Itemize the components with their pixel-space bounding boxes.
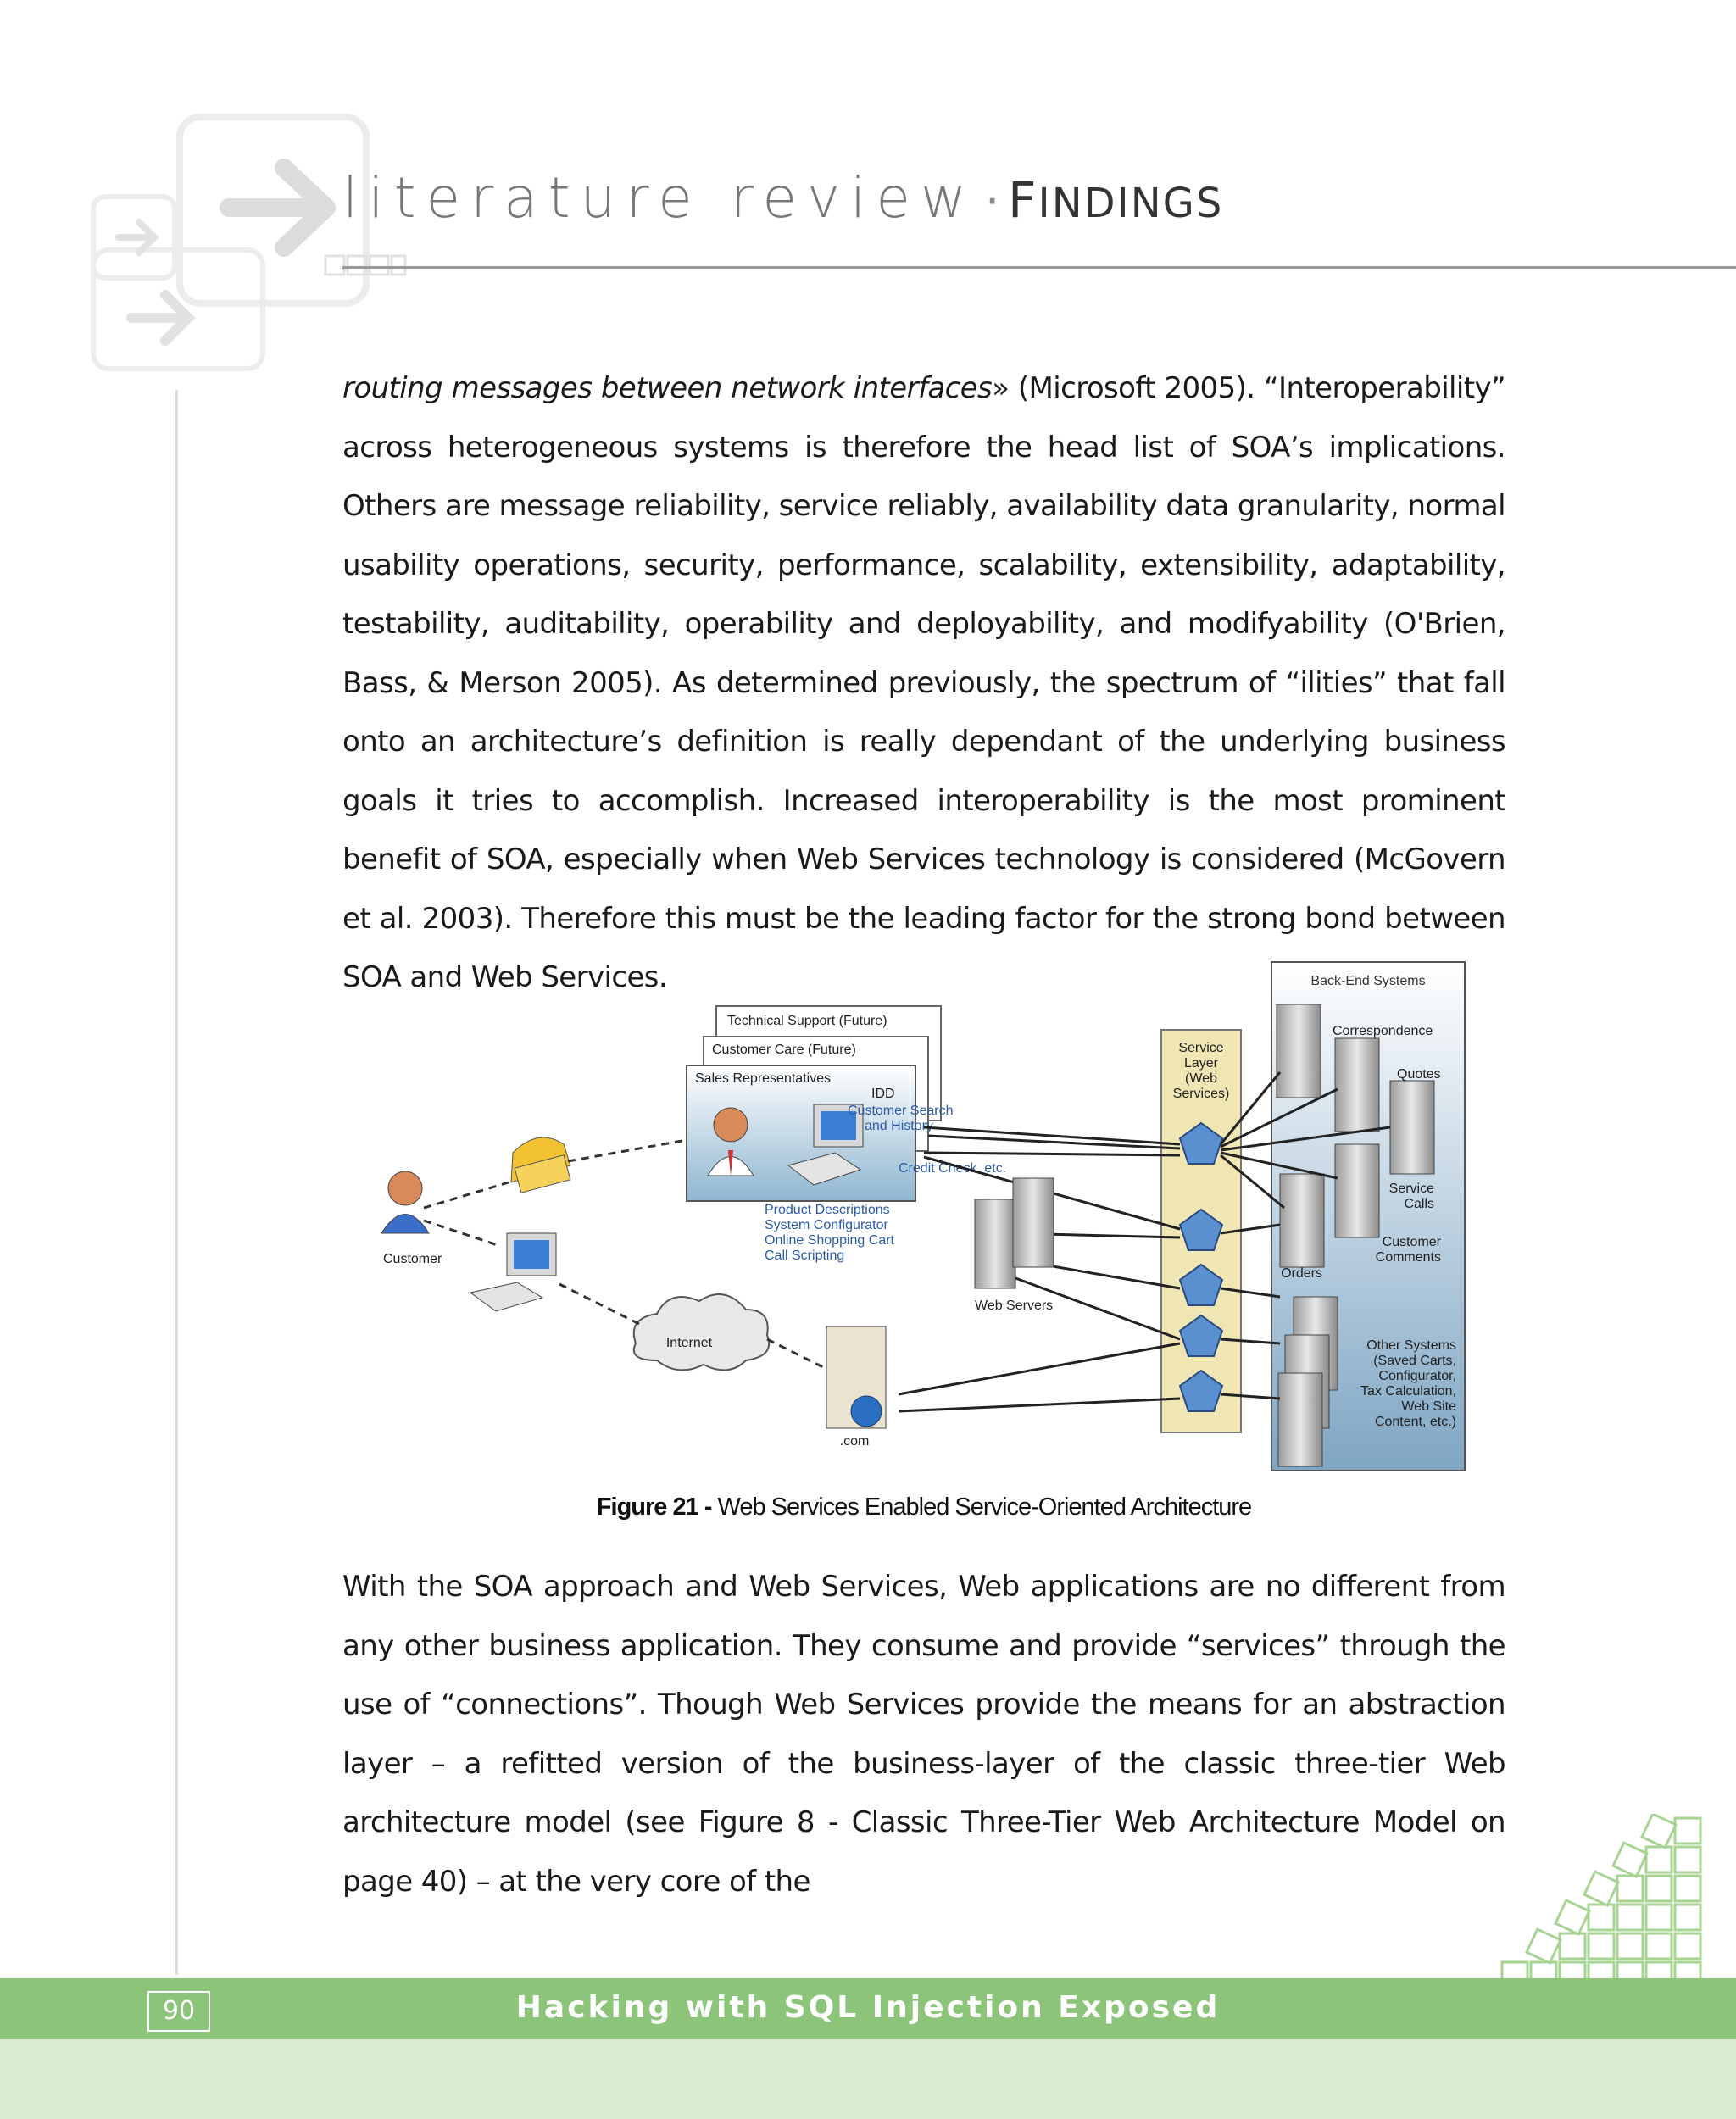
page-number: 90 — [147, 1991, 210, 2032]
soa-diagram — [364, 954, 1466, 1479]
header-rule — [342, 266, 1736, 269]
deco-square — [1613, 1843, 1647, 1877]
web-servers-label: Web Servers — [975, 1299, 1054, 1313]
other-systems-label-6: Content, etc.) — [1374, 1415, 1456, 1429]
footer-title: Hacking with SQL Injection Exposed — [515, 1990, 1221, 2025]
sales-label: Sales Representatives — [695, 1071, 832, 1086]
other-systems-label-2: (Saved Carts, — [1373, 1354, 1456, 1368]
caption-text: Web Services Enabled Service-Oriented Architecture — [711, 1493, 1252, 1521]
deco-square — [1675, 1847, 1700, 1872]
credit-check-label: Credit Check, etc. — [899, 1161, 1007, 1176]
section-title: literature review — [342, 165, 976, 231]
footer-lower-band — [0, 2039, 1736, 2119]
back-end-label: Back-End Systems — [1310, 974, 1426, 988]
internet-cloud-icon — [634, 1294, 769, 1370]
deco-square — [1589, 1933, 1614, 1959]
figure-caption — [342, 1493, 1505, 1521]
product-label-1: Product Descriptions — [765, 1203, 890, 1217]
dotcom-label: .com — [839, 1434, 870, 1449]
paragraph-text: » (Microsoft 2005). “Interoperability” across heterogeneous systems is therefore the head list of SOA’s implications. Others are message reliability, service reliably, availability data granularity, normal usability operations, security, performance, scalability, extensibility, adaptability, testability, auditability, operability and deployability, and modifyability (O'Brien, Bass, & Merson 2005). As determined previously, the spectrum of “ilities” that fall onto an architecture’s definition is really dependant of the underlying business goals it tries to accomplish. Increased interoperability is the most prominent benefit of SOA, especially when Web Services technology is considered (McGovern et al. 2003). Therefore this must be the leading factor for the strong bond between SOA and Web Services. — [342, 371, 1505, 994]
deco-square — [1675, 1905, 1700, 1930]
deco-square — [1589, 1905, 1614, 1930]
orders-label: Orders — [1281, 1266, 1322, 1281]
customer-care-label: Customer Care (Future) — [712, 1043, 856, 1057]
product-label-4: Call Scripting — [765, 1249, 845, 1263]
service-layer-label-2: Layer — [1183, 1056, 1219, 1071]
service-calls-label-1: Service — [1388, 1182, 1434, 1196]
customer-person-icon — [388, 1171, 422, 1205]
customer-label: Customer — [383, 1252, 442, 1266]
web-server-icon-2 — [1013, 1178, 1054, 1267]
idd-label: IDD — [871, 1087, 895, 1101]
quotes-label: Quotes — [1397, 1067, 1441, 1082]
product-label-2: System Configurator — [765, 1218, 888, 1232]
tech-support-label: Technical Support (Future) — [727, 1014, 887, 1028]
subsection-title: FINDINGS — [1008, 171, 1224, 229]
deco-square — [1646, 1905, 1672, 1930]
deco-square — [1560, 1933, 1585, 1959]
web-server-icon-1 — [975, 1199, 1015, 1288]
service-calls-label-2: Calls — [1404, 1197, 1434, 1211]
customer-comments-label-1: Customer — [1382, 1235, 1441, 1249]
deco-square — [1617, 1905, 1643, 1930]
customer-search-label-2: and History — [865, 1119, 933, 1133]
service-layer-label-3: (Web — [1185, 1071, 1217, 1086]
correspondence-label: Correspondence — [1333, 1024, 1433, 1038]
other-systems-label-4: Tax Calculation, — [1360, 1384, 1456, 1399]
service-layer-label-4: Services) — [1172, 1087, 1230, 1101]
deco-square — [1617, 1933, 1643, 1959]
customer-search-label-1: Customer Search — [848, 1104, 954, 1118]
product-label-3: Online Shopping Cart — [765, 1233, 894, 1248]
paragraph-text: With the SOA approach and Web Services, Web applications are no different from any other business application. They consume and provide “services” through the use of “connections”. Though Web Services provide the means for an abstraction layer – a refitted version of the business-layer of the classic three-tier Web architecture model (see Figure 8 - Classic Three-Tier Web Architecture Model on page 40) – at the very core of the — [342, 1570, 1505, 1899]
deco-square — [1675, 1933, 1700, 1959]
deco-square — [1617, 1876, 1643, 1901]
deco-square — [1584, 1872, 1618, 1905]
other-systems-label-3: Configurator, — [1378, 1369, 1456, 1383]
deco-square — [1646, 1876, 1672, 1901]
deco-square — [1642, 1814, 1676, 1848]
body-paragraph-1 — [342, 359, 1505, 1008]
left-margin-rule — [175, 390, 178, 1975]
service-layer-label-1: Service — [1178, 1041, 1224, 1055]
caption-label: Figure 21 - — [596, 1493, 712, 1521]
header-separator: · — [984, 175, 1000, 228]
internet-label: Internet — [665, 1336, 713, 1350]
globe-icon — [851, 1396, 882, 1427]
deco-square — [1675, 1876, 1700, 1901]
deco-square — [1646, 1847, 1672, 1872]
other-systems-label-5: Web Site — [1401, 1399, 1456, 1414]
arrow-boxes-decoration — [51, 102, 407, 381]
deco-square — [1675, 1818, 1700, 1844]
sales-rep-person-icon — [714, 1108, 748, 1142]
other-systems-label-1: Other Systems — [1366, 1338, 1456, 1353]
italic-lead: routing messages between network interfaces — [342, 371, 993, 405]
deco-square — [1527, 1929, 1561, 1963]
deco-square — [1555, 1900, 1589, 1934]
running-header — [342, 165, 1223, 242]
customer-comments-label-2: Comments — [1375, 1250, 1441, 1265]
deco-square — [1646, 1933, 1672, 1959]
